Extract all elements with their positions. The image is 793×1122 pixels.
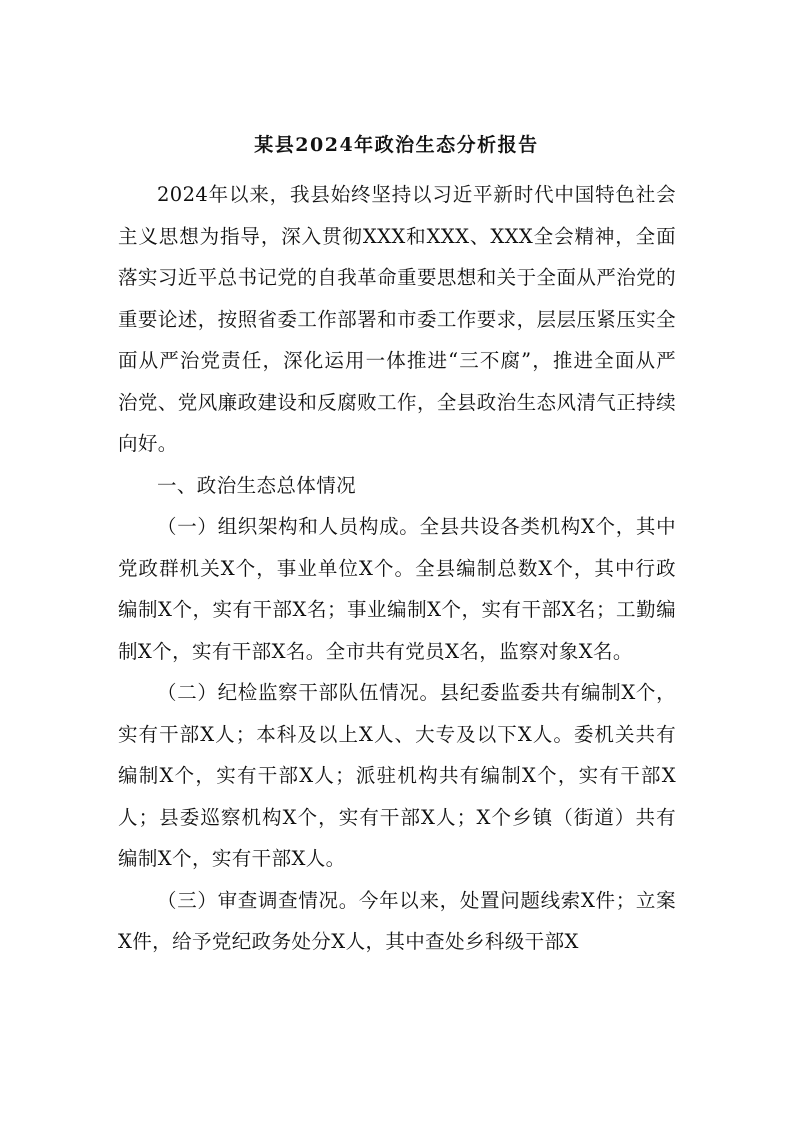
document-body [118, 174, 676, 963]
paragraph-organization: （一）组织架构和人员构成。全县共设各类机构X个，其中党政群机关X个，事业单位X个。全县编制总数X个，其中行政编制X个，实有干部X名；事业编制X个，实有干部X名；工勤编制X个，实有干部X名。全市共有党员X名，监察对象X名。 [118, 515, 676, 663]
paragraph-investigation: （三）审查调查情况。今年以来，处置问题线索X件；立案X件，给予党纪政务处分X人，其中查处乡科级干部X [118, 888, 676, 953]
section-heading-1: 一、政治生态总体情况 [157, 473, 357, 497]
paragraph-discipline-team: （二）纪检监察干部队伍情况。县纪委监委共有编制X个，实有干部X人；本科及以上X人、大专及以下X人。委机关共有编制X个，实有干部X人；派驻机构共有编制X个，实有干部X人；县委巡察机构X个，实有干部X人；X个乡镇（街道）共有编制X个，实有干部X人。 [118, 681, 676, 870]
document-title: 某县2024年政治生态分析报告 [254, 134, 539, 156]
paragraph-intro: 2024年以来，我县始终坚持以习近平新时代中国特色社会主义思想为指导，深入贯彻XXX和XXX、XXX全会精神，全面落实习近平总书记党的自我革命重要思想和关于全面从严治党的重要论述，按照省委工作部署和市委工作要求，层层压紧压实全面从严治党责任，深化运用一体推进“三不腐”，推进全面从严治党、党风廉政建设和反腐败工作，全县政治生态风清气正持续向好。 [118, 183, 676, 455]
